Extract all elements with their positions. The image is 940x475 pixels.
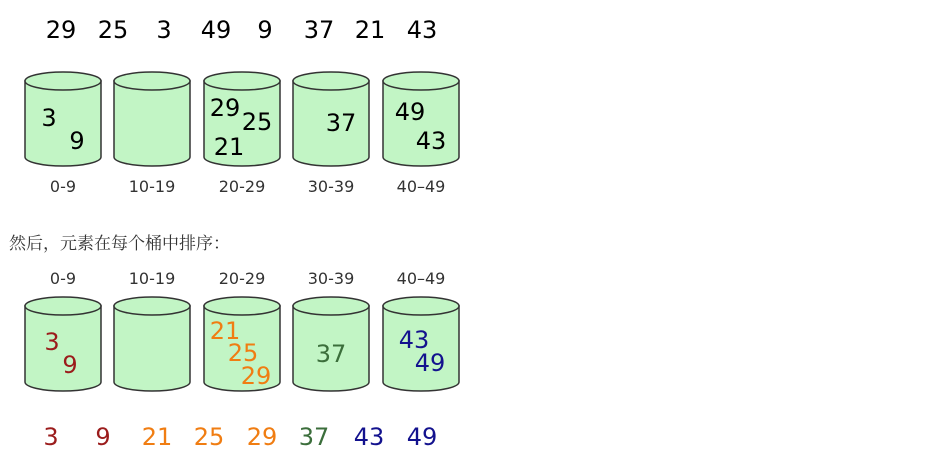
bucket-number: 9 [69,127,85,155]
bucket-top-0-rim [25,72,101,90]
sorted-bucket-number: 29 [240,362,272,390]
bucket-range-label: 0-9 [49,269,77,288]
bucket-bottom-4-rim [383,297,459,315]
sorted-bucket-number: 43 [398,326,430,354]
sorted-bucket-number: 37 [315,340,347,368]
input-number: 43 [406,16,438,44]
input-number: 21 [354,16,386,44]
bucket-top-0-body [25,81,101,166]
bucket-number: 37 [325,109,357,137]
input-number: 37 [303,16,335,44]
bucket-top-1 [114,72,190,166]
output-number: 3 [43,423,59,451]
bucket-number: 49 [394,98,426,126]
bucket-range-label: 30-39 [307,177,355,196]
bucket-bottom-1-rim [114,297,190,315]
bucket-bottom-0-rim [25,297,101,315]
bucket-bottom-1-body [114,306,190,391]
bucket-top-2-rim [204,72,280,90]
bucket-top-1-rim [114,72,190,90]
input-number: 25 [97,16,129,44]
bucket-range-label: 20-29 [218,177,266,196]
input-number: 9 [257,16,273,44]
sorted-bucket-number: 3 [44,328,60,356]
output-number: 9 [95,423,111,451]
bucket-top-4-rim [383,72,459,90]
output-number: 37 [298,423,330,451]
output-number: 29 [246,423,278,451]
input-number: 3 [156,16,172,44]
output-number: 43 [353,423,385,451]
bucket-bottom-1 [114,297,190,391]
bucket-range-label: 10-19 [128,177,176,196]
sorted-bucket-number: 21 [209,317,241,345]
input-number: 49 [200,16,232,44]
caption-text: 然后，元素在每个桶中排序： [9,234,230,254]
bucket-range-label: 30-39 [307,269,355,288]
bucket-range-label: 20-29 [218,269,266,288]
bucket-bottom-2-rim [204,297,280,315]
input-number: 29 [45,16,77,44]
bucket-range-label: 0-9 [49,177,77,196]
sorted-bucket-number: 25 [227,339,259,367]
output-number: 25 [193,423,225,451]
bucket-top-0 [25,72,101,166]
bucket-number: 29 [209,94,241,122]
bucket-number: 21 [213,133,245,161]
bucket-top-1-body [114,81,190,166]
bucket-top-3-rim [293,72,369,90]
output-number: 21 [141,423,173,451]
output-number: 49 [406,423,438,451]
bucket-range-label: 40–49 [396,269,446,288]
bucket-number: 43 [415,127,447,155]
bucket-range-label: 10-19 [128,269,176,288]
sorted-bucket-number: 9 [62,351,78,379]
bucket-bottom-3-rim [293,297,369,315]
bucket-number: 3 [41,104,57,132]
bucket-range-label: 40–49 [396,177,446,196]
bucket-number: 25 [241,108,273,136]
sorted-bucket-number: 49 [414,349,446,377]
